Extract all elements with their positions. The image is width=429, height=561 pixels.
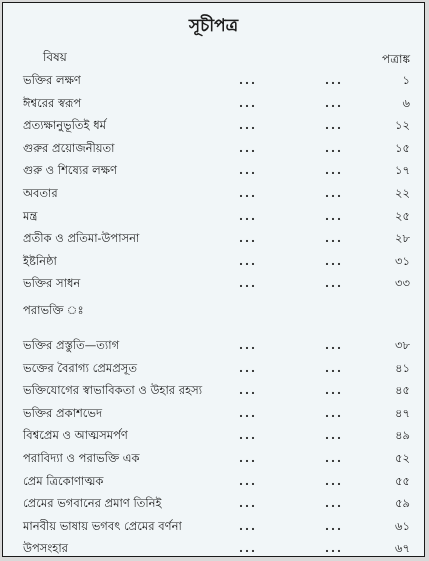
toc-entry-title: ভক্তির লক্ষণ <box>23 73 81 87</box>
leader-dots: ... <box>325 276 344 291</box>
leader-dots: ... <box>325 360 344 375</box>
toc-entry <box>3 515 424 538</box>
toc-list-part2 <box>3 334 424 560</box>
leader-dots: ... <box>239 496 258 511</box>
toc-entry-page: ৪৯ <box>395 428 410 443</box>
leader-dots: ... <box>325 405 344 420</box>
leader-dots: ... <box>239 276 258 291</box>
toc-entry <box>3 114 424 137</box>
toc-entry-page: ৫৯ <box>395 496 410 511</box>
toc-entry <box>3 137 424 160</box>
leader-dots: ... <box>239 118 258 133</box>
leader-dots: ... <box>325 140 344 155</box>
toc-entry-title: ইষ্টনিষ্ঠা <box>23 253 57 268</box>
leader-dots: ... <box>325 95 344 110</box>
toc-entry-page: ৫৫ <box>395 473 410 488</box>
toc-entry <box>3 334 424 357</box>
leader-dots: ... <box>239 185 258 200</box>
toc-entry-title: বিশ্বপ্রেম ও আত্মসমর্পণ <box>23 428 128 443</box>
leader-dots: ... <box>239 231 258 246</box>
toc-entry <box>3 272 424 295</box>
toc-entry-title: গুরু ও শিষ্যের লক্ষণ <box>23 163 118 178</box>
toc-entry-title: উপসংহার <box>23 541 69 556</box>
toc-entry-page: ৪৫ <box>395 383 410 398</box>
page-title: সূচীপত্র <box>188 16 239 36</box>
leader-dots: ... <box>239 208 258 223</box>
toc-entry-title: অবতার <box>23 185 58 200</box>
leader-dots: ... <box>239 541 258 556</box>
leader-dots: ... <box>239 405 258 420</box>
toc-entry-page: ৬৭ <box>395 541 410 556</box>
toc-entry <box>3 182 424 205</box>
leader-dots: ... <box>325 450 344 465</box>
toc-entry-title: ভক্তের বৈরাগ্য প্রেমপ্রসূত <box>23 360 138 375</box>
leader-dots: ... <box>325 118 344 133</box>
leader-dots: ... <box>325 473 344 488</box>
toc-entry-page: ২৫ <box>395 208 410 223</box>
toc-entry-title: মানবীয় ভাষায় ভগবৎ প্রেমের বর্ণনা <box>23 518 182 533</box>
toc-entry-title: ভক্তির সাধন <box>23 276 81 291</box>
contents-page <box>2 2 425 557</box>
leader-dots: ... <box>239 360 258 375</box>
toc-entry <box>3 69 424 92</box>
toc-entry <box>3 227 424 250</box>
leader-dots: ... <box>325 185 344 200</box>
toc-entry <box>3 205 424 228</box>
leader-dots: ... <box>239 140 258 155</box>
toc-entry <box>3 92 424 115</box>
toc-entry <box>3 379 424 402</box>
leader-dots: ... <box>325 338 344 352</box>
toc-entry-title: পরাবিদ্যা ও পরাভক্তি এক <box>23 450 140 465</box>
toc-entry <box>3 357 424 380</box>
toc-entry <box>3 159 424 182</box>
leader-dots: ... <box>239 473 258 488</box>
leader-dots: ... <box>239 518 258 533</box>
toc-entry-title: প্রেম ত্রিকোণাত্মক <box>23 473 104 488</box>
toc-entry-title: প্রত্যক্ষানুভূতিই ধর্ম <box>23 118 107 133</box>
leader-dots: ... <box>325 428 344 443</box>
toc-entry-page: ৩১ <box>395 253 410 268</box>
toc-entry-title: প্রতীক ও প্রতিমা-উপাসনা <box>23 231 140 246</box>
leader-dots: ... <box>239 95 258 110</box>
toc-entry-page: ১ <box>402 73 410 87</box>
toc-entry-page: ৬১ <box>395 518 410 533</box>
leader-dots: ... <box>325 253 344 268</box>
toc-entry-title: গুরুর প্রয়োজনীয়তা <box>23 140 115 155</box>
toc-entry-title: মন্ত্র <box>23 208 38 223</box>
toc-entry-page: ৫২ <box>395 450 410 465</box>
toc-entry-page: ১৫ <box>395 140 410 155</box>
toc-entry-page: ৩৮ <box>395 338 410 352</box>
leader-dots: ... <box>239 253 258 268</box>
leader-dots: ... <box>239 428 258 443</box>
toc-entry-title: ঈশ্বরের স্বরূপ <box>23 95 82 110</box>
toc-entry-page: ১৭ <box>395 163 410 178</box>
leader-dots: ... <box>325 496 344 511</box>
leader-dots: ... <box>325 541 344 556</box>
section-heading: পরাভক্তি ঃ <box>23 303 84 317</box>
leader-dots: ... <box>325 73 344 87</box>
toc-entry <box>3 492 424 515</box>
column-header-page: পত্রাঙ্ক <box>382 52 410 66</box>
toc-entry-title: ভক্তিযোগের স্বাভাবিকতা ও উহার রহস্য <box>23 383 203 398</box>
toc-list-part1 <box>3 69 424 295</box>
leader-dots: ... <box>239 383 258 398</box>
toc-entry-page: ৪৭ <box>395 405 410 420</box>
leader-dots: ... <box>239 73 258 87</box>
leader-dots: ... <box>325 208 344 223</box>
toc-entry-page: ৬ <box>402 95 410 110</box>
toc-entry <box>3 447 424 470</box>
leader-dots: ... <box>325 231 344 246</box>
toc-entry-title: ভক্তির প্রস্তুতি—ত্যাগ <box>23 338 120 352</box>
toc-entry <box>3 402 424 425</box>
toc-entry-title: প্রেমের ভগবানের প্রমাণ তিনিই <box>23 496 162 511</box>
leader-dots: ... <box>239 450 258 465</box>
toc-entry <box>3 250 424 273</box>
leader-dots: ... <box>239 163 258 178</box>
toc-entry-page: ৩৩ <box>395 276 410 291</box>
toc-entry-page: ১২ <box>395 118 410 133</box>
toc-entry-page: ৪১ <box>395 360 410 375</box>
leader-dots: ... <box>325 383 344 398</box>
leader-dots: ... <box>239 338 258 352</box>
toc-entry <box>3 424 424 447</box>
toc-entry-page: ২২ <box>395 185 410 200</box>
leader-dots: ... <box>325 518 344 533</box>
toc-entry-page: ২৮ <box>395 231 410 246</box>
toc-entry <box>3 537 424 560</box>
toc-entry-title: ভক্তির প্রকাশভেদ <box>23 405 103 420</box>
toc-entry <box>3 470 424 493</box>
column-header-subject: বিষয় <box>43 50 67 64</box>
leader-dots: ... <box>325 163 344 178</box>
